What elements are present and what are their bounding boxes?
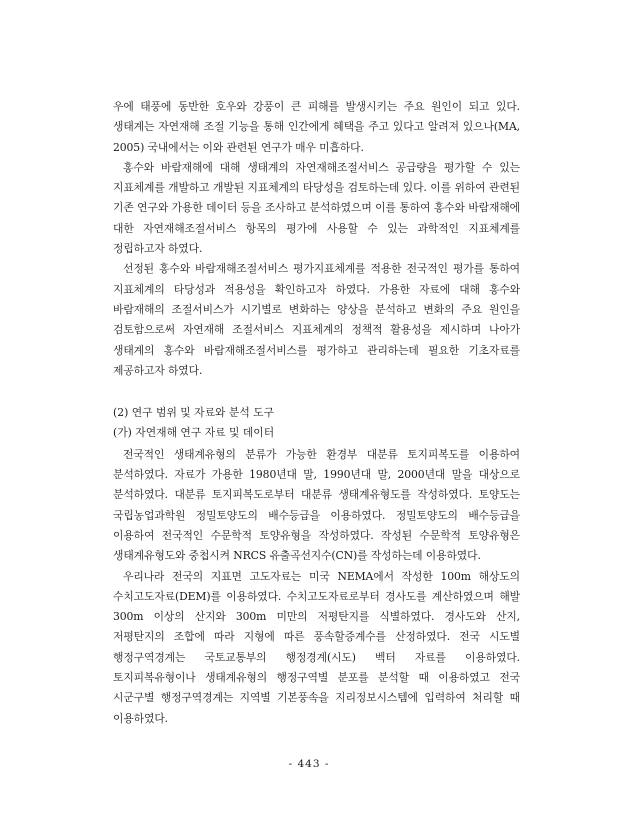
subsection-heading: (가) 자연재해 연구 자료 및 데이터 [113, 426, 275, 440]
body-paragraph-2: 홍수와 바람재해에 대해 생태계의 자연재해조절서비스 공급량을 평가할 수 있는 지표체계를 개발하고 개발된 지표체계의 타당성을 검토하는데 있다. 이를 위하여 관련된 기존 연구와 가용한 데이터 등을 조사하고 분석하였으며 이를 통하여 홍수와 바람재해에 대한 자연재해조절서비스 항목의 평가에 사용할 수 있는 과학적인 지표체계를 정립하고자 하였다. [113, 160, 520, 256]
document-body [113, 97, 520, 729]
body-paragraph-1: 우에 태풍에 동반한 호우와 강풍이 큰 피해를 발생시키는 주요 원인이 되고 있다. 생태계는 자연재해 조절 기능을 통해 인간에게 혜택을 주고 있다고 알려져 있으나(MA, 2005) 국내에서는 이와 관련된 연구가 매우 미흡하다. [113, 100, 520, 154]
body-paragraph-4: 전국적인 생태계유형의 분류가 가능한 환경부 대분류 토지피복도를 이용하여 분석하였다. 자료가 가용한 1980년대 말, 1990년대 말, 2000년대 말을 대상으로 분석하였다. 대분류 토지피복도로부터 대분류 생태계유형도를 작성하였다. 토양도는 국립농업과학원 정밀토양도의 배수등급을 이용하였다. 정밀토양도의 배수등급을 이용하여 전국적인 수문학적 토양유형을 작성하였다. 작성된 수문학적 토양유형은 생태계유형도와 중첩시켜 NRCS 유출곡선지수(CN)를 작성하는데 이용하였다. [113, 447, 520, 563]
section-heading: (2) 연구 범위 및 자료와 분석 도구 [113, 406, 275, 420]
body-paragraph-5: 우리나라 전국의 지표면 고도자료는 미국 NEMA에서 작성한 100m 해상도의 수치고도자료(DEM)를 이용하였다. 수치고도자료로부터 경사도를 계산하였으며 해발 300m 이상의 산지와 300m 미만의 저평탄지를 식별하였다. 경사도와 산지, 저평탄지의 조합에 따라 지형에 따른 풍속할증계수를 산정하였다. 전국 시도별 행정구역경계는 국토교통부의 행정경계(시도) 벡터 자료를 이용하였다. 토지피복유형이나 생태계유형의 행정구역별 분포를 분석할 때 이용하였고 전국 시군구별 행정구역경계는 지역별 기본풍속을 지리정보시스템에 입력하여 처리할 때 이용하였다. [113, 569, 520, 725]
body-paragraph-3: 선정된 홍수와 바람재해조절서비스 평가지표체계를 적용한 전국적인 평가를 통하여 지표체계의 타당성과 적용성을 확인하고자 하였다. 가용한 자료에 대해 홍수와 바람재해의 조절서비스가 시기별로 변화하는 양상을 분석하고 변화의 주요 원인을 검토함으로써 자연재해 조절서비스 지표체계의 정책적 활용성을 제시하며 나아가 생태계의 홍수와 바람재해조절서비스를 평가하고 관리하는데 필요한 기초자료를 제공하고자 하였다. [113, 262, 520, 377]
page-number: - 443 - [288, 758, 330, 770]
